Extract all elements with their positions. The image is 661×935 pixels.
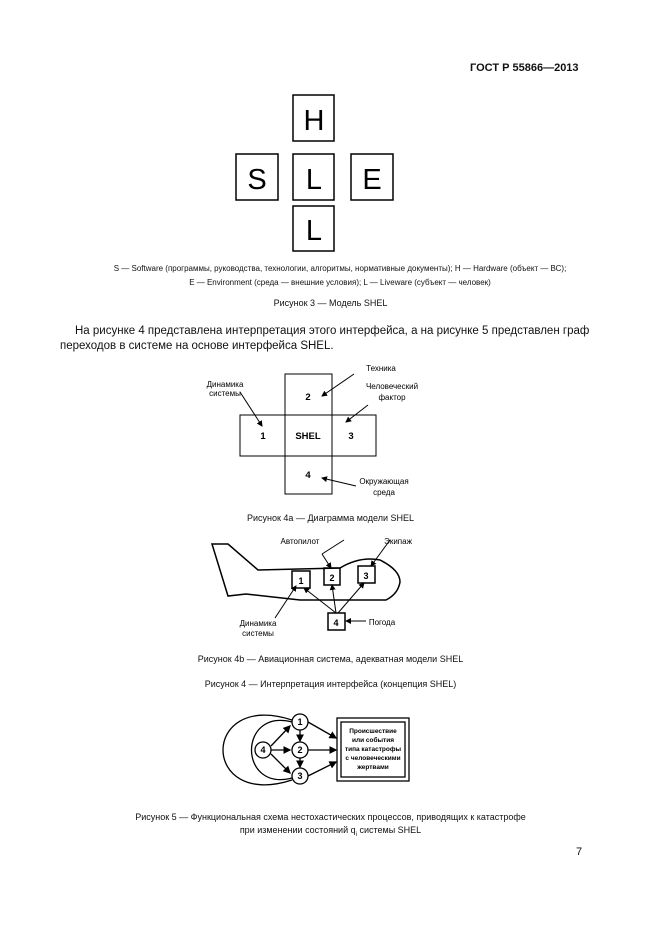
letter-l-bottom: L: [305, 215, 323, 247]
cell-4: 4: [305, 470, 311, 481]
box-line-2: или события: [351, 737, 395, 744]
caption-subscript: i: [355, 831, 357, 838]
aircraft-outline: [212, 544, 400, 600]
figure5-diagram: [0, 700, 661, 805]
plane-box-1: 1: [298, 576, 304, 586]
figure4a-caption: Рисунок 4а — Диаграмма модели SHEL: [246, 513, 414, 523]
caption-suffix: системы SHEL: [356, 825, 422, 835]
label-env-2: среда: [373, 488, 395, 497]
label-technics: Техника: [366, 364, 396, 373]
figure4-caption: Рисунок 4 — Интерпретация интерфейса (концепция SHEL): [204, 679, 457, 689]
box-line-5: жертвами: [357, 764, 389, 771]
letter-s: S: [247, 164, 267, 196]
node-4: 4: [260, 745, 266, 755]
box-line-1: Происшествие: [349, 728, 397, 735]
box-line-4: с человеческими: [345, 755, 401, 762]
figure3-legend-line2: E — Environment (среда — внешние условия); L — Liveware (субъект — человек): [189, 278, 491, 287]
cell-3: 3: [348, 431, 354, 442]
cell-shel: SHEL: [295, 431, 321, 442]
figure3-diagram: [0, 0, 661, 260]
letter-h: H: [303, 105, 325, 137]
label-weather: Погода: [368, 618, 396, 627]
letter-e: E: [362, 164, 382, 196]
node-1: 1: [297, 717, 303, 727]
label-dynamics-1: Динамика: [206, 380, 244, 389]
label-human-1: Человеческий: [365, 382, 419, 391]
label-dynamics-4b-1: Динамика: [239, 619, 277, 628]
figure4b-caption: Рисунок 4b — Авиационная система, адекватная модели SHEL: [197, 654, 464, 664]
label-dynamics-2: системы: [209, 389, 241, 398]
plane-box-3: 3: [363, 571, 369, 581]
figure3-caption: Рисунок 3 — Модель SHEL: [273, 298, 388, 308]
figure4a-diagram: [0, 360, 661, 510]
figure4b-diagram: [0, 530, 661, 645]
label-human-2: фактор: [378, 393, 406, 402]
page-number: 7: [576, 846, 583, 858]
label-autopilot: Автопилот: [280, 537, 320, 546]
box-line-3: типа катастрофы: [344, 746, 402, 753]
paragraph-line2: переходов в системе на основе интерфейса SHEL.: [60, 340, 334, 352]
figure5-caption-line1: Рисунок 5 — Функциональная схема нестохастических процессов, приводящих к катастрофе: [135, 812, 526, 822]
cell-2: 2: [305, 392, 311, 403]
standard-id: ГОСТ Р 55866—2013: [470, 62, 579, 74]
label-crew: Экипаж: [384, 537, 412, 546]
figure5-caption-line2: [0, 825, 661, 838]
node-2: 2: [297, 745, 303, 755]
cell-1: 1: [260, 431, 266, 442]
letter-l-center: L: [305, 164, 323, 196]
plane-box-4: 4: [333, 618, 339, 628]
label-dynamics-4b-2: системы: [242, 629, 274, 638]
node-3: 3: [297, 771, 303, 781]
caption-q: при изменении состояний q: [239, 825, 356, 835]
paragraph-line1: На рисунке 4 представлена интерпретация этого интерфейса, а на рисунке 5 представлен граф: [75, 325, 590, 337]
plane-box-2: 2: [329, 573, 335, 583]
figure3-legend-line1: S — Software (программы, руководства, технологии, алгоритмы, нормативные документы); H — Hardware (объект — ВС);: [113, 264, 567, 273]
label-env-1: Окружающая: [359, 477, 409, 486]
